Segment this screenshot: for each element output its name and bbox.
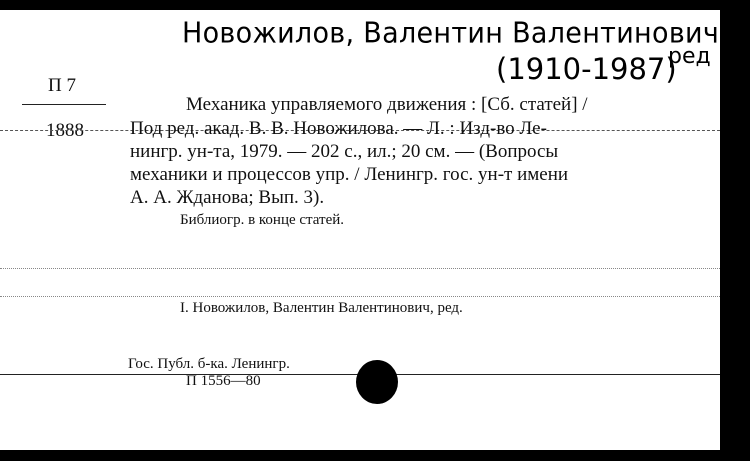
handwritten-author-name: Новожилов, Валентин Валентинович: [182, 17, 720, 50]
record-line-3: нингр. ун-та, 1979. — 202 с., ил.; 20 см. — (Вопросы: [130, 141, 559, 162]
record-line-4: механики и процессов упр. / Ленингр. гос. ун-т имени: [130, 164, 569, 185]
call-number-value: 1888: [46, 120, 84, 141]
record-line-5: А. А. Жданова; Вып. 3).: [130, 187, 325, 208]
record-line-1: Механика управляемого движения : [Сб. статей] /: [186, 94, 588, 115]
ruling-line: [0, 268, 720, 269]
punch-hole: [356, 360, 398, 404]
ruling-line: [0, 296, 720, 297]
call-number-divider: [22, 104, 106, 105]
catalog-card: [0, 10, 720, 450]
call-number-shelf: П 7: [48, 75, 76, 96]
tracing-entry: I. Новожилов, Валентин Валентинович, ред.: [180, 300, 463, 316]
record-line-2: Под ред. акад. В. В. Новожилова. — Л. : Изд-во Ле-: [130, 118, 547, 139]
record-note: Библиогр. в конце статей.: [180, 212, 345, 228]
handwritten-life-dates: (1910-1987): [496, 52, 677, 86]
footer-card-number: П 1556—80: [186, 373, 261, 389]
handwritten-role: ред: [668, 44, 711, 69]
footer-library: Гос. Публ. б-ка. Ленингр.: [128, 356, 294, 373]
